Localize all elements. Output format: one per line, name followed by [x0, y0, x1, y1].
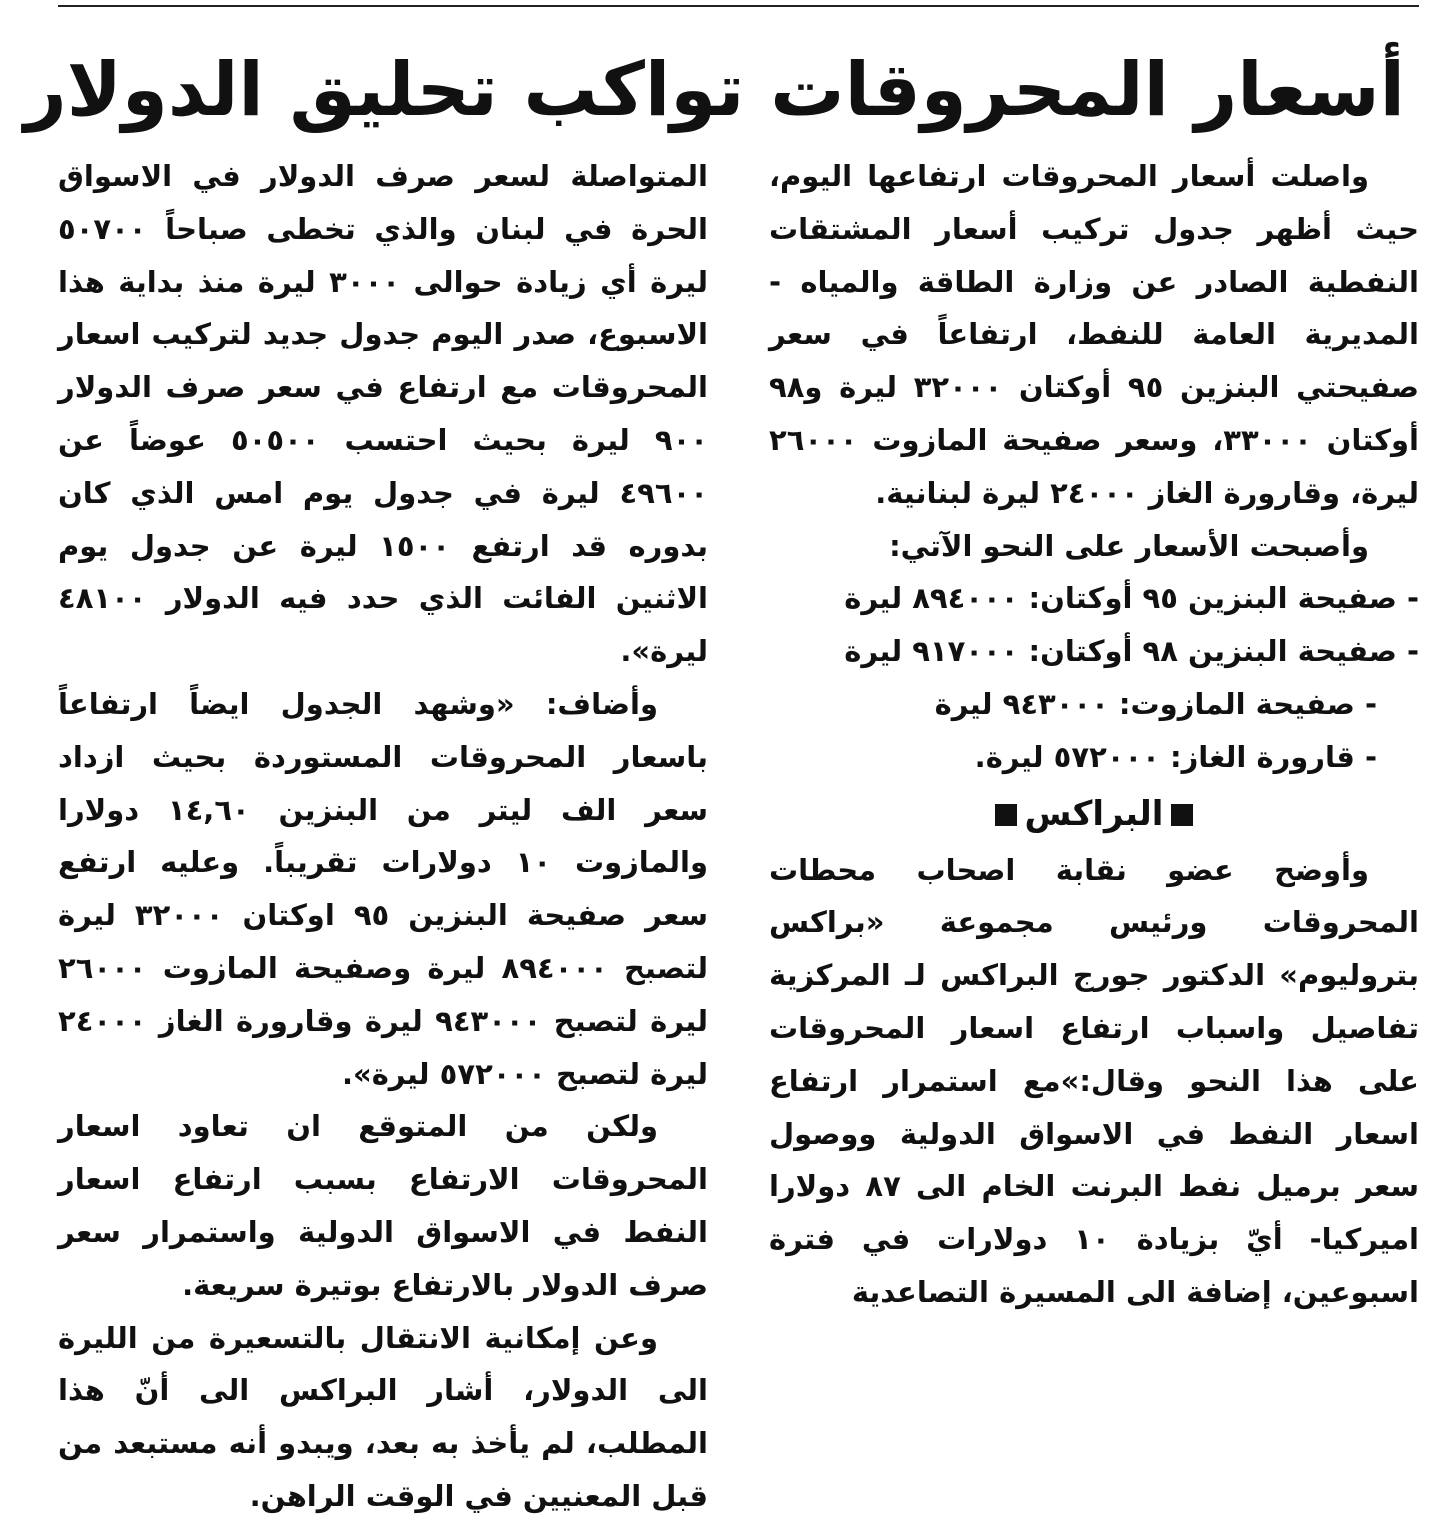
square-bullet-icon	[995, 804, 1017, 826]
paragraph: ولكن من المتوقع ان تعاود اسعار المحروقات الارتفاع بسبب ارتفاع اسعار النفط في الاسواق الدولية واستمرار سعر صرف الدولار بالارتفاع بوتيرة سريعة.	[58, 1109, 708, 1302]
subheading-text: البراكس	[1024, 793, 1164, 834]
subheading	[769, 784, 1419, 844]
top-rule	[58, 5, 1419, 7]
paragraph: المتواصلة لسعر صرف الدولار في الاسواق الحرة في لبنان والذي تخطى صباحاً ٥٠٧٠٠ ليرة أي زيادة حوالى ٣٠٠٠ ليرة منذ بداية هذا الاسبوع، صدر اليوم جدول جديد لتركيب اسعار المحروقات مع ارتفاع في سعر صرف الدولار ٩٠٠ ليرة بحيث احتسب ٥٠٥٠٠ عوضاً عن ٤٩٦٠٠ ليرة في جدول يوم امس الذي كان بدوره قد ارتفع ١٥٠٠ ليرة عن جدول يوم الاثنين الفائت الذي حدد فيه الدولار ٤٨١٠٠ ليرة».	[58, 159, 708, 669]
paragraph: وأوضح عضو نقابة اصحاب محطات المحروقات ورئيس مجموعة «براكس بتروليوم» الدكتور جورج البراكس لـ المركزية تفاصيل واسباب ارتفاع اسعار المحروقات على هذا النحو وقال:»مع استمرار ارتفاع اسعار النفط في الاسواق الدولية ووصول سعر برميل نفط البرنت الخام الى ٨٧ دولارا اميركيا- أيّ بزيادة ١٠ دولارات في فترة اسبوعين، إضافة الى المسيرة التصاعدية	[769, 852, 1419, 1309]
list-item: - قارورة الغاز: ٥٧٢٠٠٠ ليرة.	[974, 739, 1377, 774]
list-item: - صفيحة البنزين ٩٥ أوكتان: ٨٩٤٠٠٠ ليرة	[844, 581, 1419, 616]
left-column	[58, 150, 708, 1523]
headline: أسعار المحروقات تواكب تحليق الدولار	[24, 47, 1405, 133]
paragraph: وعن إمكانية الانتقال بالتسعيرة من الليرة الى الدولار، أشار البراكس الى أنّ هذا المطلب، لم يأخذ به بعد، ويبدو أنه مستبعد من قبل المعنيين في الوقت الراهن.	[58, 1320, 708, 1513]
paragraph: وأصبحت الأسعار على النحو الآتي:	[889, 528, 1369, 563]
paragraph: واصلت أسعار المحروقات ارتفاعها اليوم، حيث أظهر جدول تركيب أسعار المشتقات النفطية الصادر عن وزارة الطاقة والمياه - المديرية العامة للنفط، ارتفاعاً في سعر صفيحتي البنزين ٩٥ أوكتان ٣٢٠٠٠ ليرة و٩٨ أوكتان ٣٣٠٠٠، وسعر صفيحة المازوت ٢٦٠٠٠ ليرة، وقارورة الغاز ٢٤٠٠٠ ليرة لبنانية.	[769, 159, 1419, 510]
right-column	[769, 150, 1419, 1319]
paragraph: وأضاف: «وشهد الجدول ايضاً ارتفاعاً باسعار المحروقات المستوردة بحيث ازداد سعر الف ليتر من البنزين ١٤,٦٠ دولارا والمازوت ١٠ دولارات تقريباً. وعليه ارتفع سعر صفيحة البنزين ٩٥ اوكتان ٣٢٠٠٠ ليرة لتصبح ٨٩٤٠٠٠ ليرة وصفيحة المازوت ٢٦٠٠٠ ليرة لتصبح ٩٤٣٠٠٠ ليرة وقارورة الغاز ٢٤٠٠٠ ليرة لتصبح ٥٧٢٠٠٠ ليرة».	[58, 686, 709, 1091]
list-item: - صفيحة البنزين ٩٨ أوكتان: ٩١٧٠٠٠ ليرة	[844, 634, 1419, 669]
list-item: - صفيحة المازوت: ٩٤٣٠٠٠ ليرة	[934, 686, 1377, 721]
square-bullet-icon	[1171, 804, 1193, 826]
